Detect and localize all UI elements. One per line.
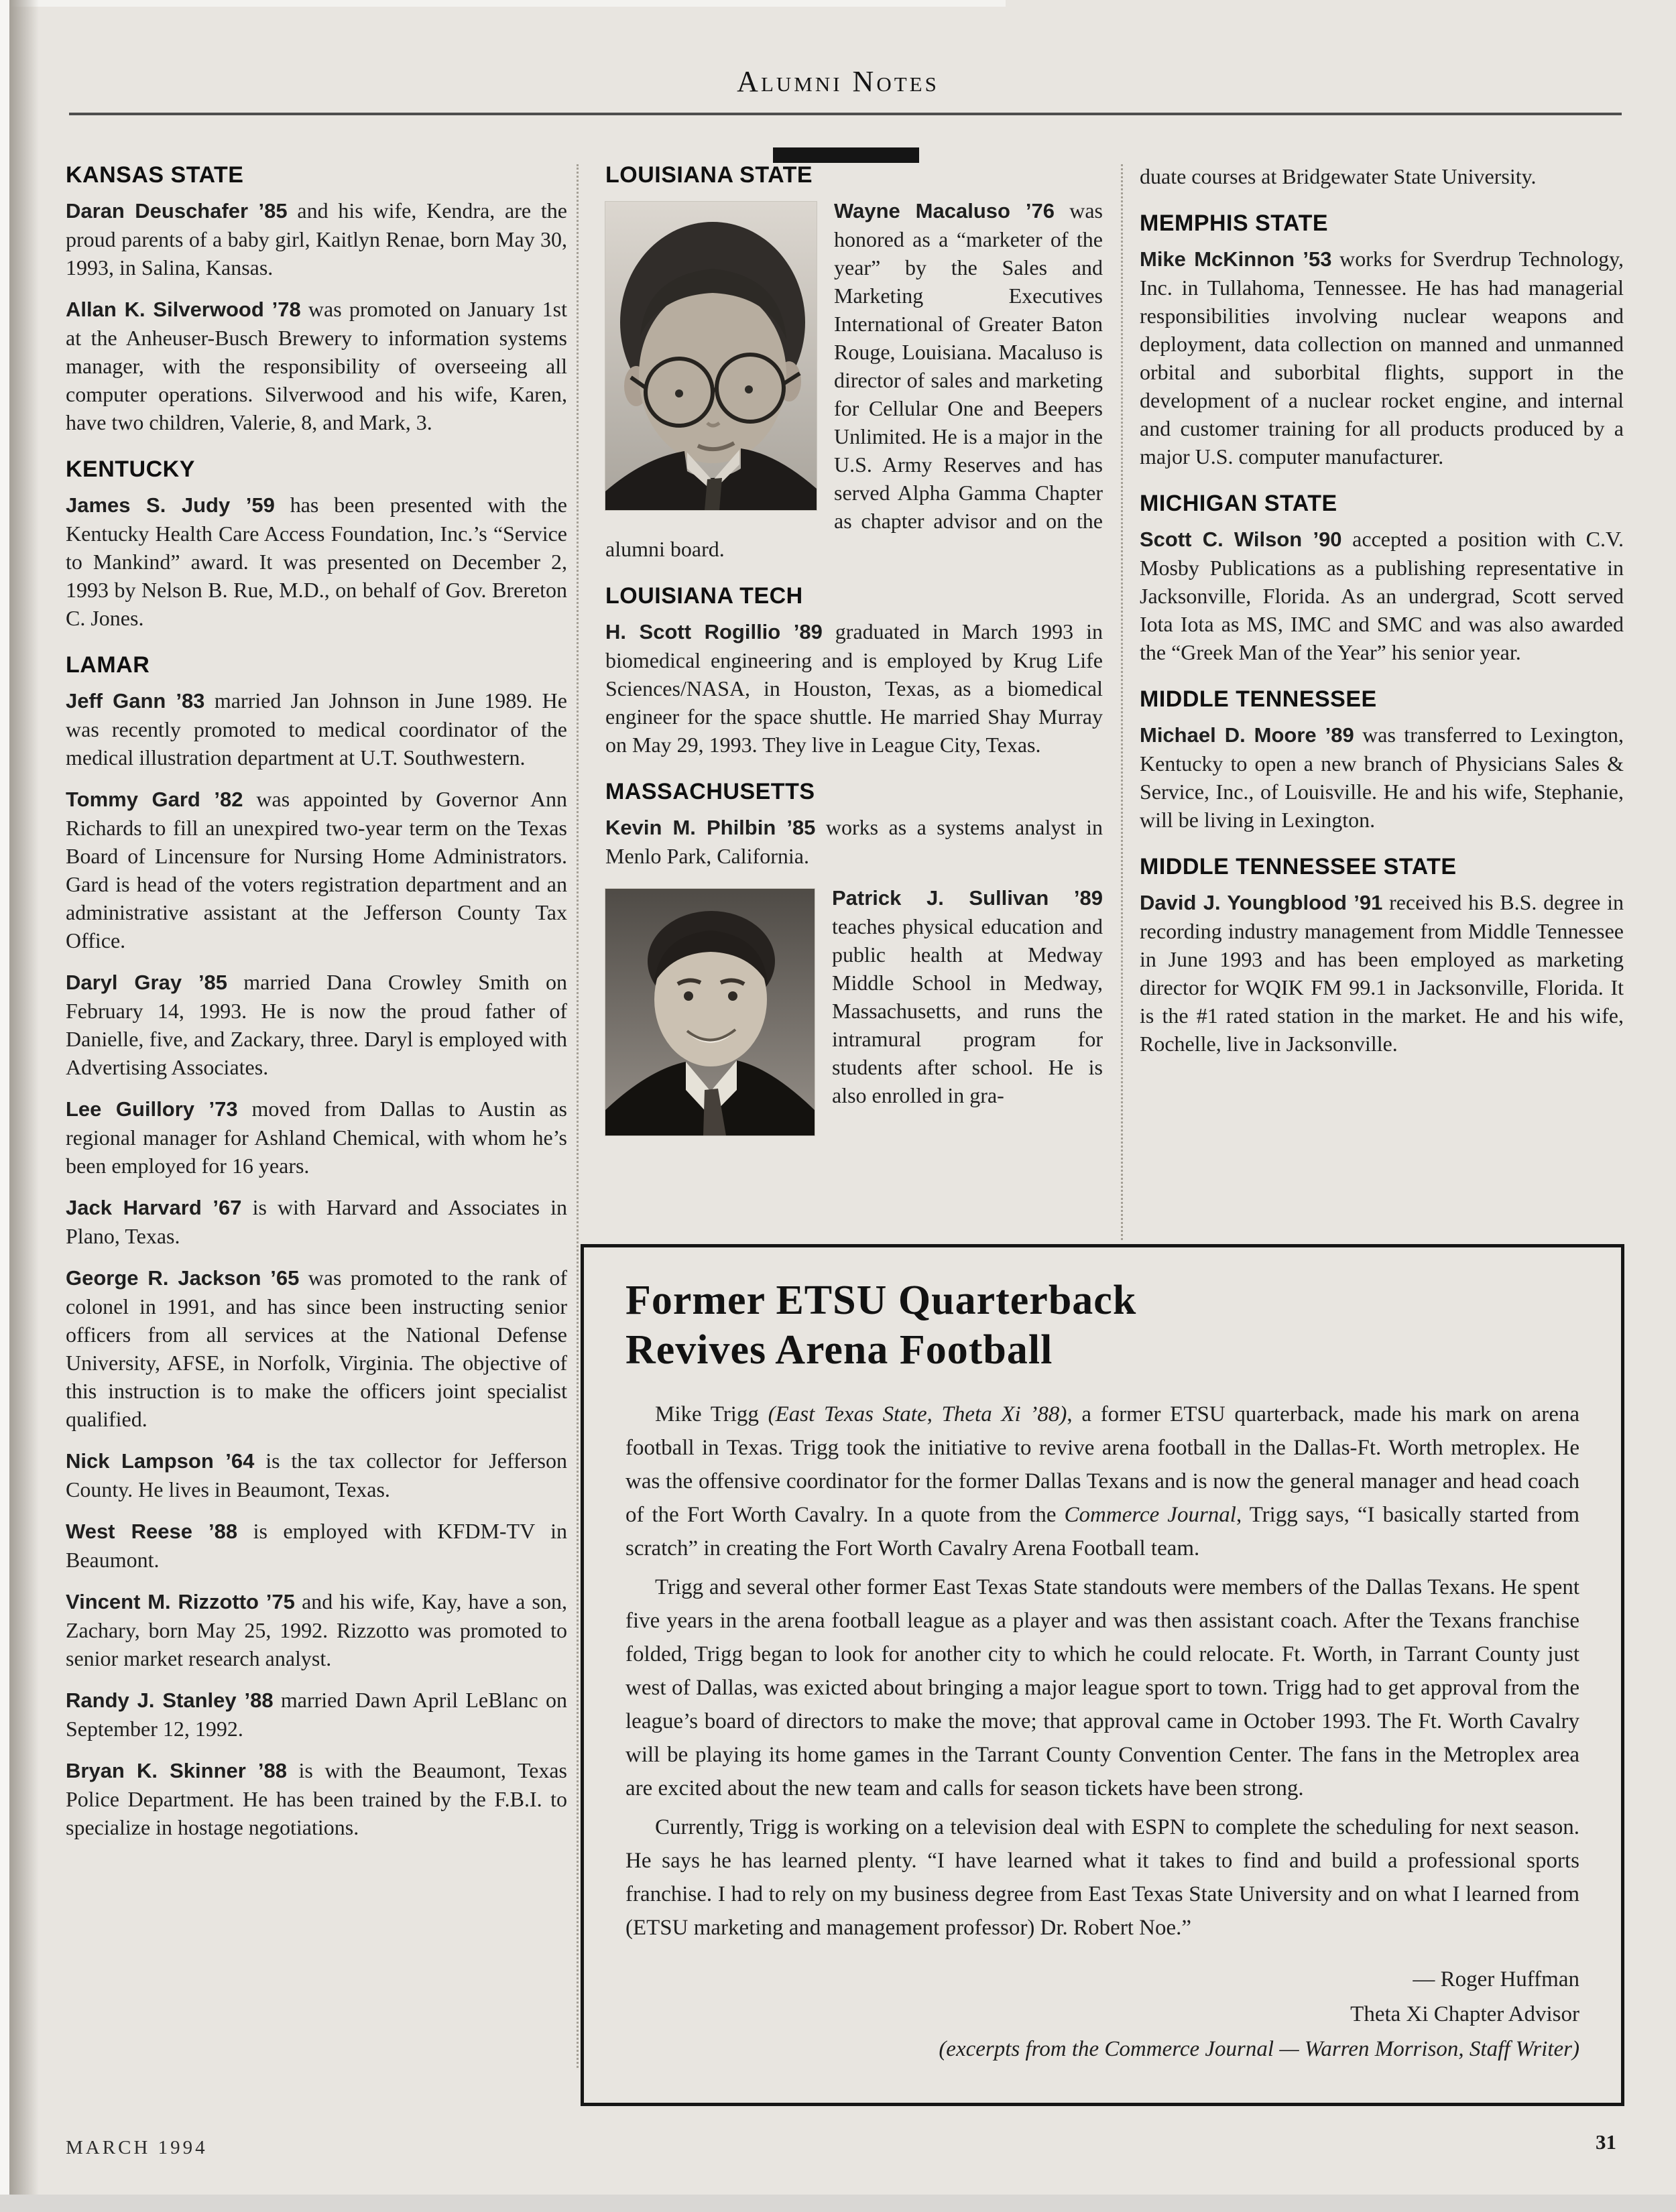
alumni-item: Mike McKinnon ’53 works for Sverdrup Technology, Inc. in Tullahoma, Tennessee. He has had managerial responsibilities involving nuclear weapons and deployment, data collection on manned and unmanned orbital and suborbital flights, support in the development of a nuclear rocket engine, and internal and customer training for all products produced by a major U.S. computer manufacturer.	[1140, 247, 1624, 469]
alumnus-name: H. Scott Rogillio ’89	[605, 620, 823, 643]
section-heading: MIDDLE TENNESSEE	[1140, 686, 1377, 712]
column-separator-2	[1121, 164, 1123, 1240]
scan-edge-left	[0, 0, 9, 2212]
alumnus-name: Wayne Macaluso ’76	[834, 199, 1055, 223]
article-author: — Roger Huffman	[1413, 1967, 1579, 1991]
section-memphis-state	[1140, 210, 1624, 471]
alumnus-name: Jack Harvard ’67	[66, 1196, 242, 1219]
page-number: 31	[1596, 2130, 1616, 2154]
alumnus-name: Lee Guillory ’73	[66, 1097, 238, 1121]
column-2	[605, 162, 1103, 1140]
section-middle-tennessee-state	[1140, 854, 1624, 1058]
column-1	[66, 162, 567, 1855]
alumni-item: Michael D. Moore ’89 was transferred to Lexington, Kentucky to open a new branch of Physicians Sales & Service, Inc., of Louisville. He and his wife, Stephanie, will be living in Lexington.	[1140, 723, 1624, 832]
section-massachusetts	[605, 779, 1103, 1109]
alumni-item: Wayne Macaluso ’76 was honored as a “marketer of the year” by the Sales and Marketing Executives International of Greater Baton Rouge, Louisiana. Macaluso is director of sales and marketing for Cellular One and Beepers Unlimited. He is a major in the U.S. Army Reserves and has served Alpha Gamma Chapter as chapter advisor and on the alumni board.	[605, 198, 1103, 561]
alumnus-name: James S. Judy ’59	[66, 493, 275, 517]
article-text: Currently, Trigg is working on a television deal with ESPN to complete the scheduling for next season. He says he has learned plenty. “I have learned what it takes to find and build a professional sports franchise. I had to rely on my business degree from East Texas State University and on what I learned from (ETSU marketing and management professor) Dr. Robert Noe.”	[625, 1815, 1579, 1940]
section-heading: KENTUCKY	[66, 456, 195, 482]
section-heading: LOUISIANA STATE	[605, 162, 813, 188]
alumnus-name: Tommy Gard ’82	[66, 788, 243, 811]
alumnus-name: Jeff Gann ’83	[66, 689, 205, 713]
column-3	[1140, 162, 1624, 1071]
article-title-line-2: Revives Arena Football	[625, 1327, 1053, 1373]
alumni-item: duate courses at Bridgewater State University.	[1140, 164, 1537, 188]
alumni-item: George R. Jackson ’65 was promoted to the rank of colonel in 1991, and has since been instructing senior officers from all services at the National Defense University, AFSE, in Norfolk, Virginia. The objective of this instruction is to make the officers joint specialist qualified.	[66, 1266, 567, 1431]
section-heading: MEMPHIS STATE	[1140, 210, 1329, 236]
alumnus-name: Randy J. Stanley ’88	[66, 1688, 274, 1712]
scan-shadow-left	[9, 0, 39, 2212]
article-title-line-1: Former ETSU Quarterback	[625, 1278, 1137, 1323]
article-paragraph	[625, 1810, 1579, 1945]
article-author-title: Theta Xi Chapter Advisor	[1350, 2002, 1579, 2026]
article-text: , Trigg says, “I basically started from scratch” in creating the Fort Worth Cavalry Arena Football team.	[625, 1503, 1579, 1560]
alumni-item: Scott C. Wilson ’90 accepted a position with C.V. Mosby Publications as a publishing representative in Jacksonville, Florida. As an undergrad, Scott served Iota Iota as MS, IMC and SMC and was also awarded the “Greek Man of the Year” his senior year.	[1140, 527, 1624, 664]
alumni-item: West Reese ’88 is employed with KFDM-TV in Beaumont.	[66, 1519, 567, 1572]
alumni-item: Daryl Gray ’85 married Dana Crowley Smith on February 14, 1993. He is now the proud father of Danielle, five, and Zackary, three. Daryl is employed with Advertising Associates.	[66, 970, 568, 1079]
alumnus-photo-sullivan	[605, 889, 815, 1135]
alumni-item: Allan K. Silverwood ’78 was promoted on January 1st at the Anheuser-Busch Brewery to information systems manager, with the responsibility of overseeing all computer operations. Silverwood and his wife, Karen, have two children, Valerie, 8, and Mark, 3.	[66, 297, 568, 434]
alumnus-photo-macaluso	[605, 202, 817, 510]
scan-edge-top	[0, 0, 1006, 7]
alumnus-name: Daryl Gray ’85	[66, 971, 228, 994]
alumni-item: Bryan K. Skinner ’88 is with the Beaumont, Texas Police Department. He has been trained by the F.B.I. to specialize in hostage negotiations.	[66, 1758, 568, 1839]
article-byline	[625, 1962, 1579, 2067]
section-heading: MICHIGAN STATE	[1140, 491, 1337, 516]
alumni-item: David J. Youngblood ’91 received his B.S. degree in recording industry management from Middle Tennessee in June 1993 and has been employed as marketing director for WQIK FM 99.1 in Jacksonville, Florida. It is the #1 rated station in the market. He and his wife, Rochelle, live in Jacksonville.	[1140, 890, 1624, 1056]
section-heading: LAMAR	[66, 652, 150, 678]
alumni-item: Daran Deuschafer ’85 and his wife, Kendra, are the proud parents of a baby girl, Kaitlyn Renae, born May 30, 1993, in Salina, Kansas.	[66, 198, 567, 280]
alumnus-name: Nick Lampson ’64	[66, 1449, 255, 1473]
article-paragraph	[625, 1398, 1579, 1565]
alumnus-name: Michael D. Moore ’89	[1140, 723, 1354, 747]
alumnus-name: Kevin M. Philbin ’85	[605, 816, 816, 839]
alumni-item: H. Scott Rogillio ’89 graduated in March 1993 in biomedical engineering and is employed by Krug Life Sciences/NASA, in Houston, Texas, as a biomedical engineer for the space shuttle. He married Shay Murray on May 29, 1993. They live in League City, Texas.	[605, 619, 1103, 757]
issue-date: MARCH 1994	[66, 2137, 208, 2158]
alumni-item: Jeff Gann ’83 married Jan Johnson in June 1989. He was recently promoted to medical coordinator of the medical illustration department at U.T. Southwestern.	[66, 688, 567, 770]
section-heading: KANSAS STATE	[66, 162, 244, 188]
article-text-italic: Commerce Journal	[1064, 1503, 1236, 1527]
alumnus-name: Patrick J. Sullivan ’89	[832, 886, 1103, 910]
section-middle-tennessee	[1140, 686, 1624, 834]
section-michigan-state	[1140, 491, 1624, 666]
article-text-italic: (East Texas State, Theta Xi ’88)	[768, 1402, 1067, 1426]
header-black-bar	[773, 147, 919, 163]
article-text: Trigg and several other former East Texas State standouts were members of the Dallas Texans. He spent five years in the arena football league as a player and was then assistant coach. After the Texans franchise folded, Trigg began to look for another city to which he could relocate. Ft. Worth, in Tarrant County just west of Dallas, was exicted about bringing a major league sport to town. Trigg had to get approval from the league’s board of directors to make the move; that approval came in October 1993. The Ft. Worth Cavalry will be playing its home games in the Tarrant County Convention Center. The fans in the Metroplex area are excited about the new team and calls for season tickets have been strong.	[625, 1575, 1579, 1800]
alumni-item: Jack Harvard ’67 is with Harvard and Associates in Plano, Texas.	[66, 1195, 567, 1248]
column-separator-1	[577, 164, 579, 2068]
article-text: Mike Trigg	[655, 1402, 768, 1426]
alumni-item: Patrick J. Sullivan ’89 teaches physical education and public health at Medway Middle School in Medway, Massachusetts, and runs the intramural program for students after school. He is also enrolled in gra-	[605, 883, 1103, 1109]
alumnus-name: Daran Deuschafer ’85	[66, 199, 288, 223]
section-louisiana-state	[605, 162, 1103, 563]
section-heading: LOUISIANA TECH	[605, 583, 803, 609]
alumni-item: Kevin M. Philbin ’85 works as a systems analyst in Menlo Park, California.	[605, 815, 1103, 868]
alumni-item: Lee Guillory ’73 moved from Dallas to Austin as regional manager for Ashland Chemical, with whom he’s been employed for 16 years.	[66, 1097, 567, 1178]
section-continued	[1140, 162, 1624, 190]
header-rule	[69, 113, 1622, 115]
section-kansas-state	[66, 162, 567, 436]
alumni-item: Randy J. Stanley ’88 married Dawn April LeBlanc on September 12, 1992.	[66, 1688, 567, 1741]
article-text: , a former ETSU quarterback, made his mark on arena football in Texas. Trigg took the initiative to revive arena football in the Dallas-Ft. Worth metroplex. He was the offensive coordinator for the former Dallas Texans and is now the general manager and head coach of the Fort Worth Cavalry. In a quote from the	[625, 1402, 1580, 1527]
scan-edge-bottom	[0, 2195, 1676, 2212]
alumni-item: Vincent M. Rizzotto ’75 and his wife, Kay, have a son, Zachary, born May 25, 1992. Rizzotto was promoted to senior market research analyst.	[66, 1589, 568, 1670]
alumnus-name: Vincent M. Rizzotto ’75	[66, 1590, 295, 1613]
page-title: Alumni Notes	[737, 65, 939, 98]
alumnus-name: Scott C. Wilson ’90	[1140, 528, 1342, 551]
article-paragraph	[625, 1571, 1579, 1805]
section-kentucky	[66, 456, 567, 632]
alumnus-name: West Reese ’88	[66, 1520, 238, 1543]
section-heading: MASSACHUSETTS	[605, 779, 815, 804]
alumnus-name: David J. Youngblood ’91	[1140, 891, 1383, 914]
section-heading: MIDDLE TENNESSEE STATE	[1140, 854, 1457, 879]
alumnus-name: Bryan K. Skinner ’88	[66, 1759, 288, 1782]
article-box	[581, 1244, 1624, 2106]
alumnus-name: Allan K. Silverwood ’78	[66, 298, 301, 321]
alumnus-name: George R. Jackson ’65	[66, 1266, 300, 1290]
article-body	[625, 1398, 1579, 1945]
article-credit: (excerpts from the Commerce Journal — Warren Morrison, Staff Writer)	[939, 2037, 1579, 2061]
section-lamar	[66, 652, 567, 1841]
section-louisiana-tech	[605, 583, 1103, 759]
alumni-item: James S. Judy ’59 has been presented with the Kentucky Health Care Access Foundation, Inc.’s “Service to Mankind” award. It was presented on December 2, 1993 by Nelson B. Rue, M.D., on behalf of Gov. Brereton C. Jones.	[66, 493, 568, 630]
alumni-item: Nick Lampson ’64 is the tax collector for Jefferson County. He lives in Beaumont, Texas.	[66, 1449, 568, 1501]
alumnus-name: Mike McKinnon ’53	[1140, 247, 1332, 271]
alumni-item: Tommy Gard ’82 was appointed by Governor Ann Richards to fill an unexpired two-year term on the Texas Board of Lincensure for Nursing Home Administrators. Gard is head of the voters registration department and an administrative assistant at the Jefferson County Tax Office.	[66, 787, 567, 953]
